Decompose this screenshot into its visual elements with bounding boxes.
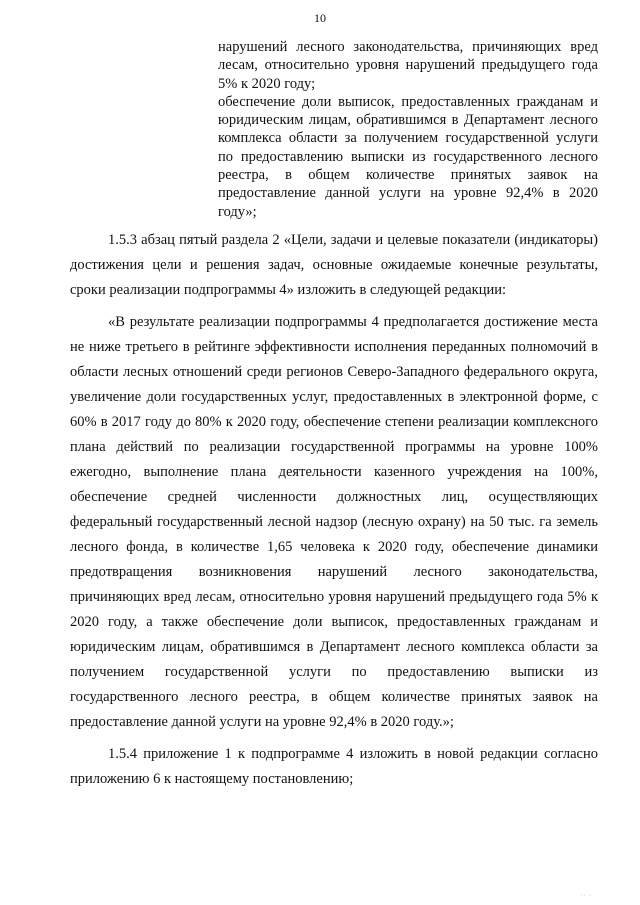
continuation-item: обеспечение доли выписок, предоставленных гражданам и юридическим лицам, обратившимся в Департамент лесного комплекса области за получением государственной услуги по предоставлению выписки из государственного лесного реестра, в общем количестве принятых заявок на предоставление данной услуги на уровне 92,4% в 2020 году»; — [218, 93, 598, 220]
paragraph-quoted-amendment: «В результате реализации подпрограммы 4 предполагается достижение места не ниже третьего в рейтинге эффективности исполнения переданных полномочий в области лесных отношений среди регионов Северо-Западного федерального округа, увеличение доли государственных услуг, предоставленных в электронной форме, с 60% в 2017 году до 80% к 2020 году, обеспечение степени реализации комплексного плана действий по реализации государственной программы на уровне 100% ежегодно, выполнение плана деятельности казенного учреждения на 100%, обеспечение средней численности должностных лиц, осуществляющих федеральный государственный лесной надзор (лесную охрану) на 50 тыс. га земель лесного фонда, в количестве 1,65 человека к 2020 году, обеспечение динамики предотвращения возникновения нарушений лесного законодательства, причиняющих вред лесам, относительно уровня нарушений предыдущего года 5% к 2020 году, а также обеспечение доли выписок, предоставленных гражданам и юридическим лицам, обратившимся в Департамент лесного комплекса области за получением государственной услуги по предоставлению выписки из государственного лесного реестра, в общем количестве принятых заявок на предоставление данной услуги на уровне 92,4% в 2020 году.»; — [70, 314, 598, 730]
continuation-block — [218, 38, 598, 221]
paragraph-1-5-4: 1.5.4 приложение 1 к подпрограмме 4 изложить в новой редакции согласно приложению 6 к настоящему постановлению; — [70, 746, 598, 787]
footer-mark: ·· · — [580, 893, 592, 899]
continuation-item: нарушений лесного законодательства, причиняющих вред лесам, относительно уровня нарушений предыдущего года 5% к 2020 году; — [218, 39, 598, 92]
page-number: 10 — [314, 11, 326, 25]
paragraph-1-5-3: 1.5.3 абзац пятый раздела 2 «Цели, задачи и целевые показатели (индикаторы) достижения цели и решения задач, основные ожидаемые конечные результаты, сроки реализации подпрограммы 4» изложить в следующей редакции: — [70, 232, 598, 298]
document-body — [70, 228, 598, 792]
